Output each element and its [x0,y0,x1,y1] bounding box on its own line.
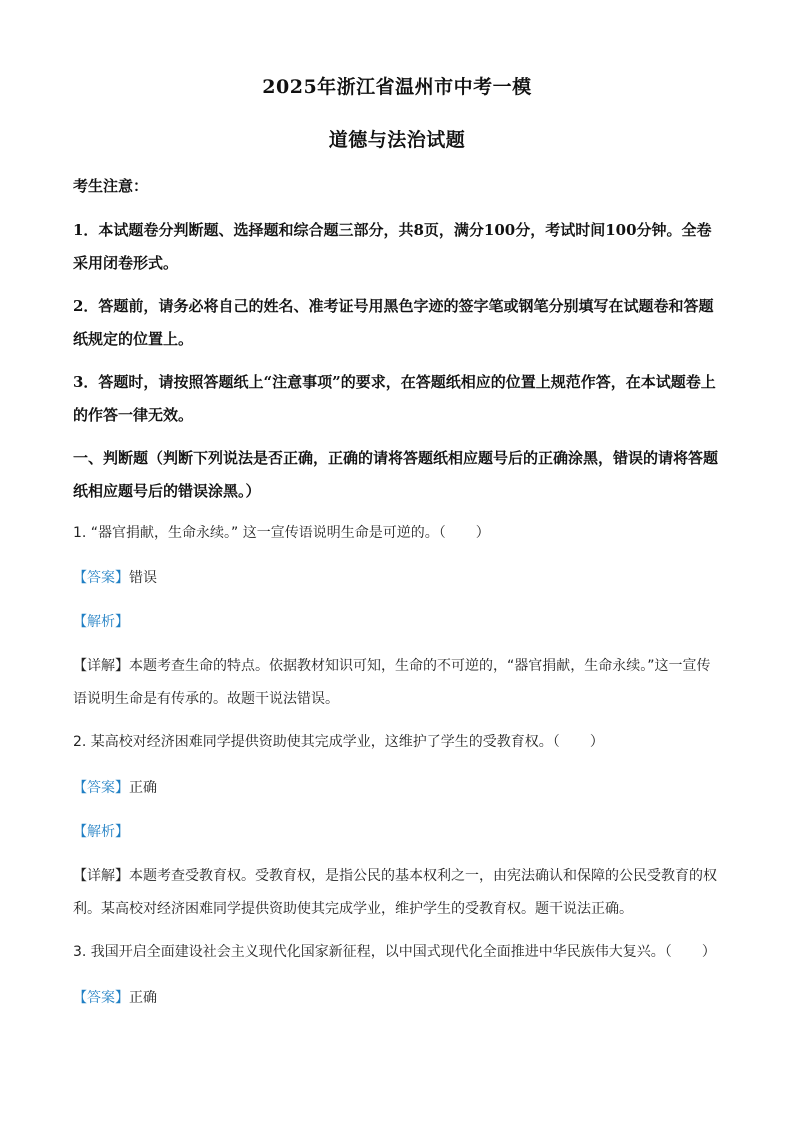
question-2-close: ） [589,734,604,750]
detail-2 [73,860,723,926]
question-1-close: ） [475,525,490,541]
answer-3-value: 正确 [129,990,157,1006]
question-3-close: ） [701,944,716,960]
detail-1-text: 本题考查生命的特点。依据教材知识可知，生命的不可逆的，“器官捐献，生命永续。”这一宣传语说明生命是有传承的。故题干说法错误。 [73,658,711,707]
notice-3: 3．答题时，请按照答题纸上“注意事项”的要求，在答题纸相应的位置上规范作答，在本试题卷上的作答一律无效。 [73,373,716,424]
answer-2-value: 正确 [129,780,157,796]
notice-1: 1．本试题卷分判断题、选择题和综合题三部分，共8页，满分100分，考试时间100分钟。全卷采用闭卷形式。 [73,221,712,272]
question-1-stem: 1. “器官捐献，生命永续。” 这一宣传语说明生命是可逆的。（ [73,525,446,541]
question-2 [73,726,723,759]
detail-label: 【详解】 [73,658,129,674]
notice-heading: 考生注意： [73,177,149,195]
notice-2: 2．答题前，请务必将自己的姓名、准考证号用黑色字迹的签字笔或钢笔分别填写在试题卷和答题纸规定的位置上。 [73,297,714,348]
answer-label: 【答案】 [73,570,129,586]
analysis-label: 【解析】 [73,824,129,840]
question-1 [73,517,723,550]
analysis-2 [73,820,129,844]
answer-1 [73,566,157,590]
analysis-1 [73,610,129,634]
section-heading: 一、判断题（判断下列说法是否正确，正确的请将答题纸相应题号后的正确涂黑，错误的请将答题纸相应题号后的错误涂黑。） [73,449,719,500]
question-3 [73,936,723,969]
answer-2 [73,776,157,800]
answer-label: 【答案】 [73,780,129,796]
question-3-stem: 3. 我国开启全面建设社会主义现代化国家新征程，以中国式现代化全面推进中华民族伟大复兴。（ [73,944,672,960]
answer-3 [73,986,157,1010]
detail-2-text: 本题考查受教育权。受教育权，是指公民的基本权利之一，由宪法确认和保障的公民受教育的权利。某高校对经济困难同学提供资助使其完成学业，维护学生的受教育权。题干说法正确。 [73,868,717,917]
analysis-label: 【解析】 [73,614,129,630]
answer-label: 【答案】 [73,990,129,1006]
question-2-stem: 2. 某高校对经济困难同学提供资助使其完成学业，这维护了学生的受教育权。（ [73,734,560,750]
doc-title: 2025年浙江省温州市中考一模 [262,76,532,98]
detail-label: 【详解】 [73,868,129,884]
answer-1-value: 错误 [129,570,157,586]
doc-subtitle: 道德与法治试题 [328,129,466,151]
detail-1 [73,650,723,716]
